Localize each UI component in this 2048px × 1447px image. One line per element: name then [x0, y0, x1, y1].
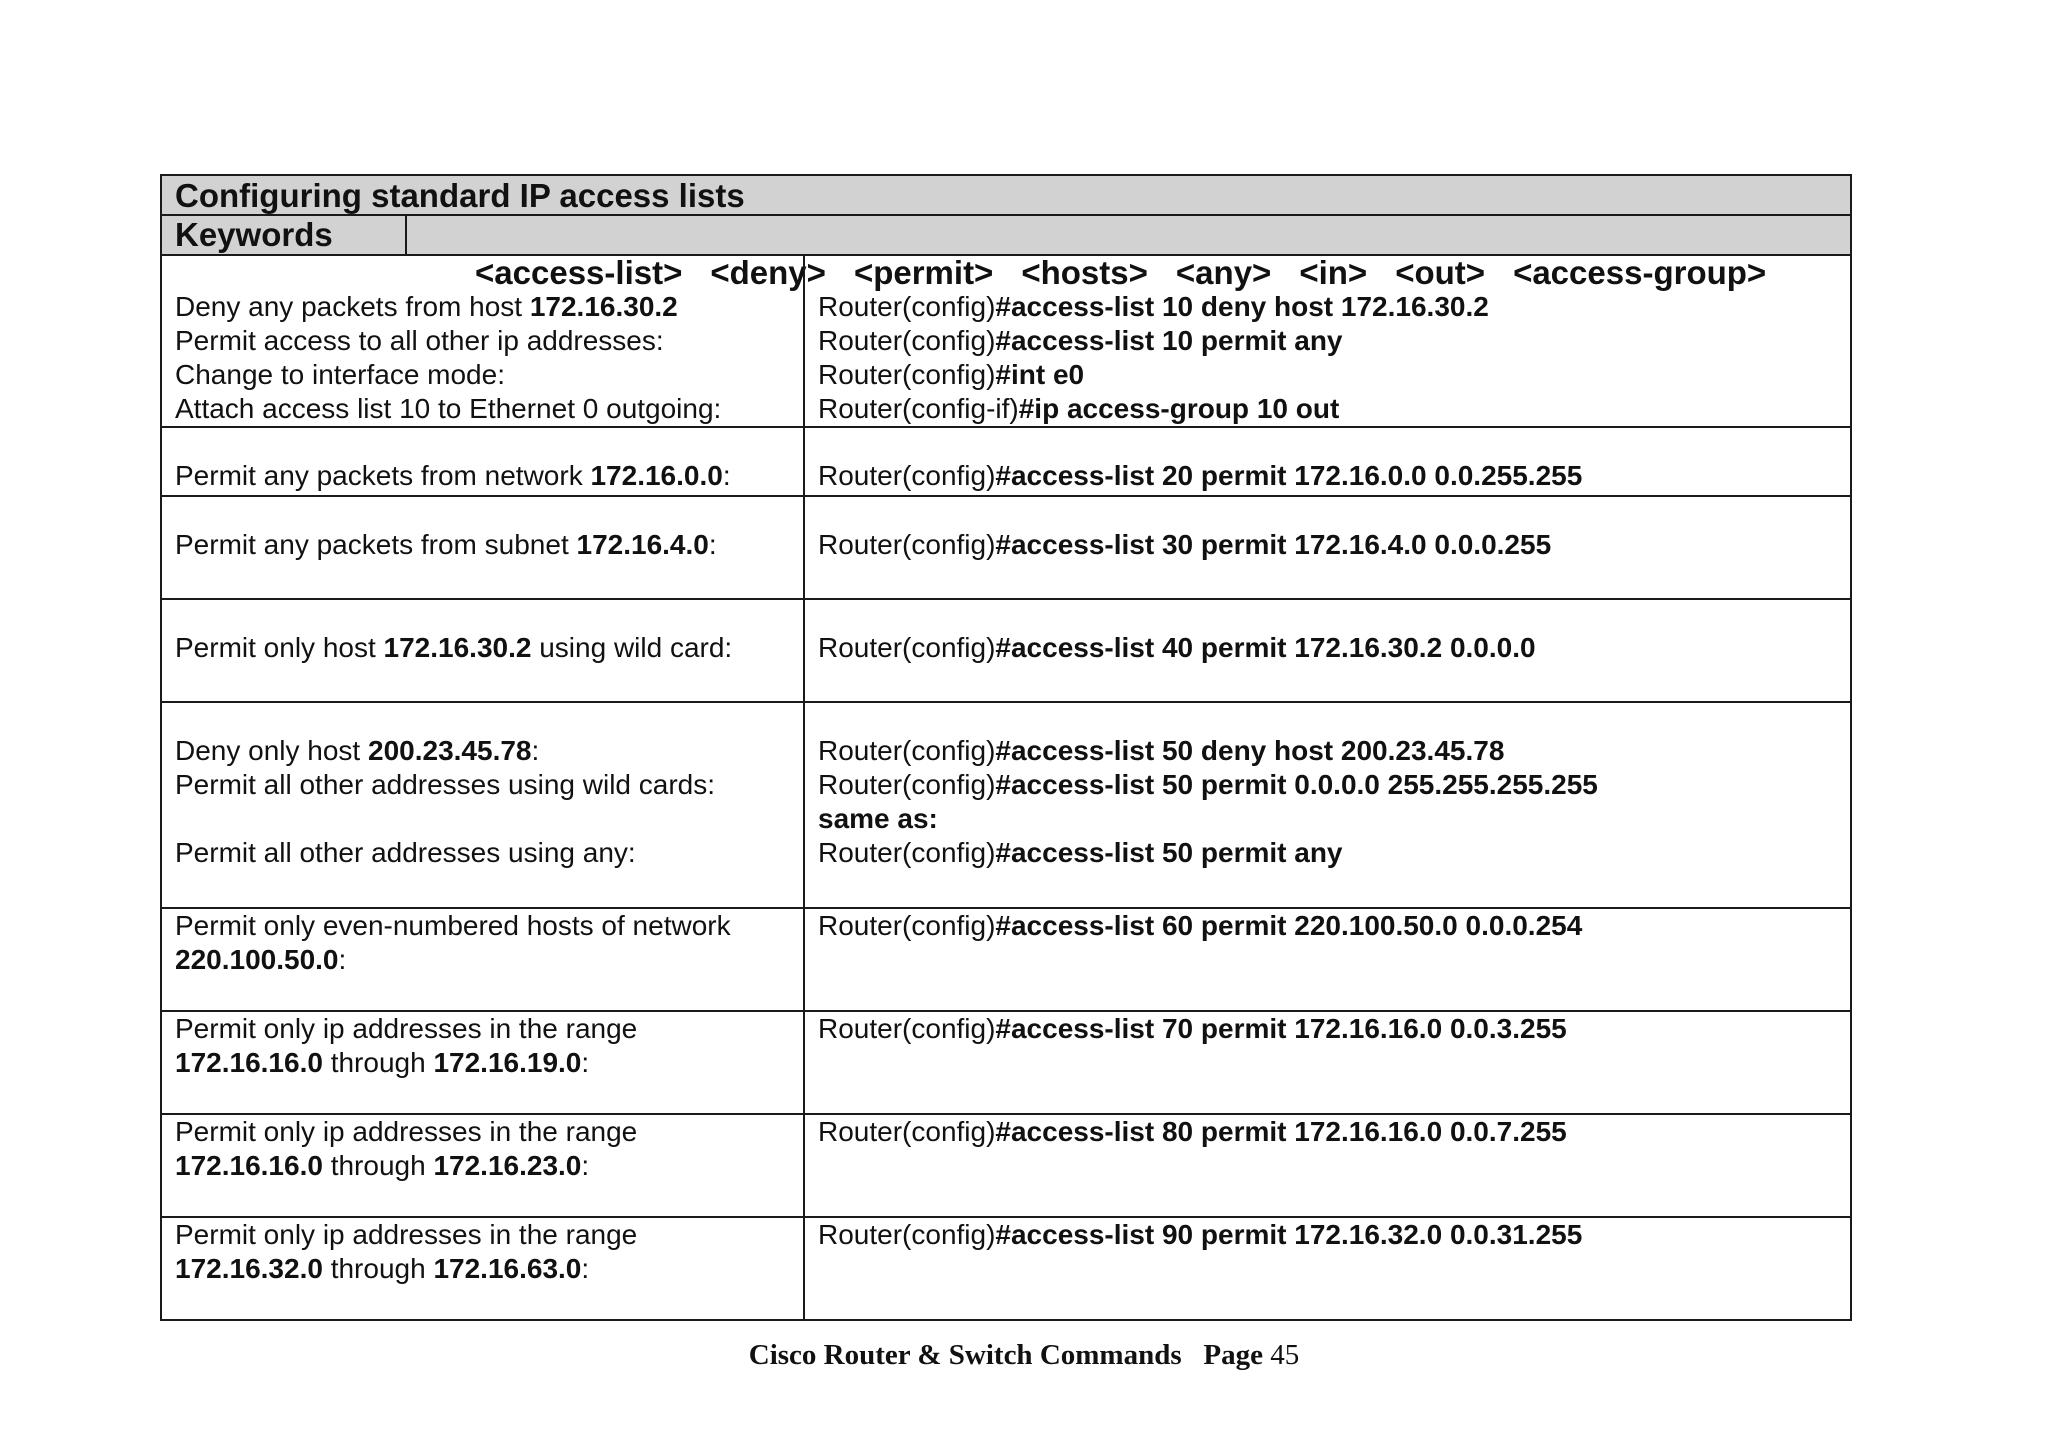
table-row: [162, 909, 1850, 1012]
description-text: :: [708, 529, 717, 560]
ip-address: 172.16.32.0: [175, 1253, 323, 1284]
keyword: <permit>: [853, 254, 994, 291]
command-text: #access-list 70 permit 172.16.16.0 0.0.3.255: [995, 1013, 1567, 1044]
ip-address: 172.16.16.0: [175, 1047, 323, 1078]
description-text: through: [322, 1150, 434, 1181]
command-line: [818, 734, 1850, 768]
description-line: [175, 734, 803, 768]
keyword: <in>: [1299, 254, 1368, 291]
command-prompt: Router(config): [818, 1013, 996, 1044]
command-cell: [805, 1218, 1850, 1319]
command-text: #access-list 80 permit 172.16.16.0 0.0.7.255: [995, 1116, 1567, 1147]
description-text: :: [581, 1150, 590, 1181]
description-cell: [162, 1012, 805, 1113]
command-text: #access-list 30 permit 172.16.4.0 0.0.0.255: [995, 529, 1552, 560]
command-prompt: Router(config): [818, 529, 996, 560]
description-text: through: [322, 1253, 434, 1284]
description-cell: [162, 1115, 805, 1216]
command-text: #access-list 40 permit 172.16.30.2 0.0.0.0: [995, 632, 1536, 663]
command-cell: [805, 1115, 1850, 1216]
keyword: <access-list>: [475, 254, 683, 291]
description-text: using wild card:: [531, 632, 733, 663]
command-cell: [805, 428, 1850, 495]
page-footer: [0, 1339, 2048, 1372]
description-cell: [162, 428, 805, 495]
ip-address: 172.16.19.0: [433, 1047, 582, 1078]
description-cell: [162, 497, 805, 598]
description-line: [175, 290, 803, 324]
ip-address: 172.16.23.0: [433, 1150, 582, 1181]
command-prompt: Router(config): [818, 735, 996, 766]
command-line: [818, 1218, 1850, 1252]
command-cell: [805, 703, 1850, 907]
spacer: [175, 802, 803, 836]
description-line: [175, 943, 803, 977]
description-text: :: [581, 1047, 590, 1078]
description-line: Permit only ip addresses in the range: [175, 1219, 638, 1250]
command-prompt: Router(config): [818, 1116, 996, 1147]
page-number: 45: [1270, 1339, 1300, 1371]
command-note: same as:: [818, 803, 938, 834]
command-text: #access-list 50 deny host 200.23.45.78: [995, 735, 1505, 766]
table-row: [162, 428, 1850, 497]
ip-address: 172.16.0.0: [590, 460, 723, 491]
description-line: Permit only ip addresses in the range: [175, 1116, 638, 1147]
ip-address: 172.16.63.0: [433, 1253, 582, 1284]
table-row: [162, 600, 1850, 703]
description-line: Permit access to all other ip addresses:: [175, 325, 664, 356]
description-text: through: [322, 1047, 434, 1078]
command-text: #int e0: [995, 359, 1085, 390]
command-line: [818, 1115, 1850, 1149]
command-text: #access-list 50 permit 0.0.0.0 255.255.255.255: [995, 769, 1598, 800]
command-line: [818, 836, 1850, 870]
command-prompt: Router(config): [818, 1219, 996, 1250]
command-prompt: Router(config): [818, 359, 996, 390]
command-line: [818, 1012, 1850, 1046]
ip-address: 172.16.4.0: [576, 529, 709, 560]
description-line: [175, 528, 803, 562]
description-line: [175, 1252, 803, 1286]
command-line: [818, 459, 1850, 493]
command-line: [818, 528, 1850, 562]
keyword: <access-group>: [1513, 254, 1767, 291]
command-prompt: Router(config-if): [818, 393, 1019, 424]
command-prompt: Router(config): [818, 837, 996, 868]
description-text: Permit any packets from subnet: [175, 529, 577, 560]
command-cell: [805, 909, 1850, 1010]
description-line: Permit only ip addresses in the range: [175, 1013, 638, 1044]
table-row: [162, 1012, 1850, 1115]
command-text: #access-list 90 permit 172.16.32.0 0.0.31.255: [995, 1219, 1583, 1250]
command-text: #ip access-group 10 out: [1018, 393, 1340, 424]
keyword: <any>: [1175, 254, 1272, 291]
keyword: <out>: [1395, 254, 1486, 291]
command-line: [818, 290, 1850, 324]
command-text: #access-list 10 permit any: [995, 325, 1343, 356]
command-prompt: Router(config): [818, 291, 996, 322]
description-line: Attach access list 10 to Ethernet 0 outgoing:: [175, 393, 722, 424]
description-line: [175, 631, 803, 665]
command-line: [818, 768, 1850, 802]
command-prompt: Router(config): [818, 769, 996, 800]
table-row: [162, 497, 1850, 600]
command-prompt: Router(config): [818, 460, 996, 491]
description-text: Permit only host: [175, 632, 384, 663]
keywords-row: [162, 216, 1850, 291]
command-line: [818, 631, 1850, 665]
command-line: [818, 392, 1850, 426]
command-prompt: Router(config): [818, 325, 996, 356]
description-cell: [162, 256, 805, 426]
description-text: :: [531, 735, 540, 766]
command-line: [818, 324, 1850, 358]
description-cell: [162, 703, 805, 907]
footer-title: Cisco Router & Switch Commands: [748, 1339, 1182, 1371]
description-line: [175, 1149, 803, 1183]
table-title: Configuring standard IP access lists: [162, 176, 1850, 216]
description-line: Permit all other addresses using wild cards:: [175, 769, 716, 800]
command-text: #access-list 20 permit 172.16.0.0 0.0.255.255: [995, 460, 1583, 491]
keyword: <deny>: [710, 254, 826, 291]
description-line: Change to interface mode:: [175, 359, 505, 390]
command-text: #access-list 50 permit any: [995, 837, 1343, 868]
description-line: Permit only even-numbered hosts of network: [175, 910, 731, 941]
command-cell: [805, 256, 1850, 426]
keywords-label: Keywords: [162, 216, 407, 254]
description-cell: [162, 1218, 805, 1319]
command-line: [818, 358, 1850, 392]
description-text: Deny only host: [175, 735, 368, 766]
description-text: :: [581, 1253, 590, 1284]
description-cell: [162, 600, 805, 701]
description-text: :: [338, 944, 347, 975]
table-row: [162, 703, 1850, 909]
table-row: [162, 256, 1850, 428]
acl-table: [160, 174, 1852, 1321]
command-prompt: Router(config): [818, 910, 996, 941]
keyword: <hosts>: [1021, 254, 1148, 291]
command-text: #access-list 60 permit 220.100.50.0 0.0.0.254: [995, 910, 1583, 941]
ip-address: 172.16.30.2: [383, 632, 532, 663]
command-prompt: Router(config): [818, 632, 996, 663]
description-line: Permit all other addresses using any:: [175, 837, 636, 868]
table-row: [162, 1218, 1850, 1319]
keywords-list: [407, 216, 1794, 291]
page-label: Page: [1203, 1339, 1263, 1371]
ip-address: 200.23.45.78: [368, 735, 532, 766]
description-text: :: [722, 460, 731, 491]
description-line: [175, 459, 803, 493]
description-text: Deny any packets from host: [175, 291, 530, 322]
ip-address: 172.16.30.2: [529, 291, 678, 322]
command-cell: [805, 497, 1850, 598]
command-text: #access-list 10 deny host 172.16.30.2: [995, 291, 1489, 322]
command-cell: [805, 1012, 1850, 1113]
ip-address: 172.16.16.0: [175, 1150, 323, 1181]
description-line: [175, 1046, 803, 1080]
ip-address: 220.100.50.0: [175, 944, 339, 975]
command-line: [818, 909, 1850, 943]
description-cell: [162, 909, 805, 1010]
command-cell: [805, 600, 1850, 701]
description-text: Permit any packets from network: [175, 460, 591, 491]
table-row: [162, 1115, 1850, 1218]
